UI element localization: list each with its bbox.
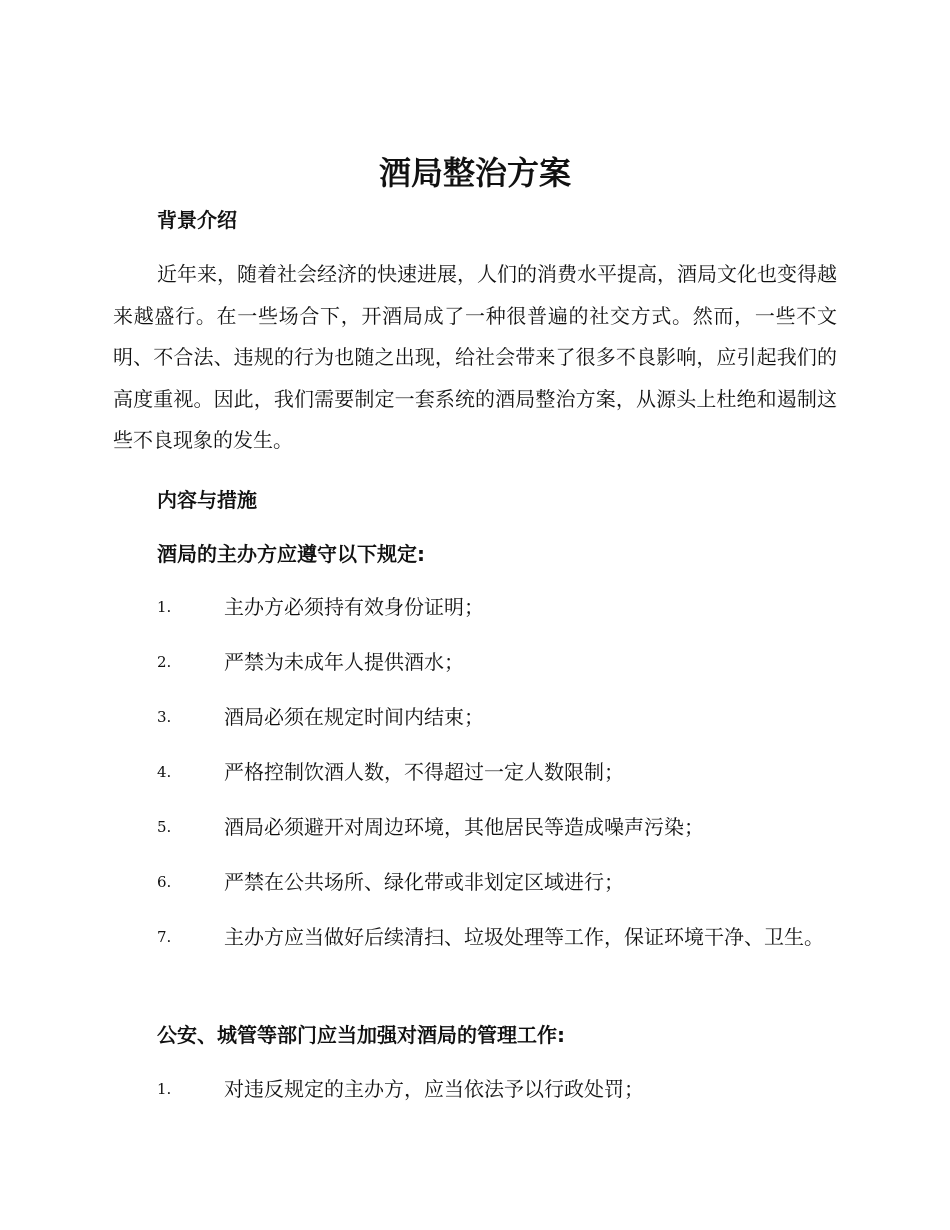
list-item: [113, 697, 837, 739]
list-item: [113, 752, 837, 794]
document-title: 酒局整治方案: [378, 154, 571, 192]
list-item: [113, 917, 837, 959]
list-item-text: 主办方应当做好后续清扫、垃圾处理等工作，保证环境干净、卫生。: [224, 925, 824, 949]
list-item-text: 严禁为未成年人提供酒水；: [224, 650, 464, 674]
list-item: [113, 807, 837, 849]
subheading-host-rules: 酒局的主办方应遵守以下规定:: [157, 542, 425, 566]
list-item-text: 对违反规定的主办方，应当依法予以行政处罚；: [224, 1077, 644, 1101]
list-item-number: 7.: [157, 928, 172, 946]
subheading-department-rules: 公安、城管等部门应当加强对酒局的管理工作:: [157, 1023, 565, 1047]
list-item-text: 主办方必须持有效身份证明；: [224, 595, 484, 619]
list-item-number: 3.: [157, 708, 172, 726]
background-paragraph: 近年来，随着社会经济的快速进展，人们的消费水平提高，酒局文化也变得越来越盛行。在一些场合下，开酒局成了一种很普遍的社交方式。然而，一些不文明、不合法、违规的行为也随之出现，给社会带来了很多不良影响，应引起我们的高度重视。因此，我们需要制定一套系统的酒局整治方案，从源头上杜绝和遏制这些不良现象的发生。: [113, 262, 837, 452]
list-item-text: 酒局必须避开对周边环境，其他居民等造成噪声污染；: [224, 815, 704, 839]
list-item-text: 严格控制饮酒人数，不得超过一定人数限制；: [224, 760, 624, 784]
list-item-number: 6.: [157, 873, 172, 891]
section-heading-background: 背景介绍: [157, 208, 237, 232]
list-item-number: 1.: [157, 1080, 172, 1098]
list-item: [113, 587, 837, 629]
list-item-number: 2.: [157, 653, 172, 671]
section-heading-measures: 内容与措施: [157, 488, 257, 512]
list-item-number: 1.: [157, 598, 172, 616]
list-item-text: 酒局必须在规定时间内结束；: [224, 705, 484, 729]
list-item-number: 5.: [157, 818, 172, 836]
list-item-text: 严禁在公共场所、绿化带或非划定区域进行；: [224, 870, 624, 894]
list-item: [113, 1069, 837, 1111]
list-item: [113, 642, 837, 684]
list-item: [113, 862, 837, 904]
list-item-number: 4.: [157, 763, 172, 781]
